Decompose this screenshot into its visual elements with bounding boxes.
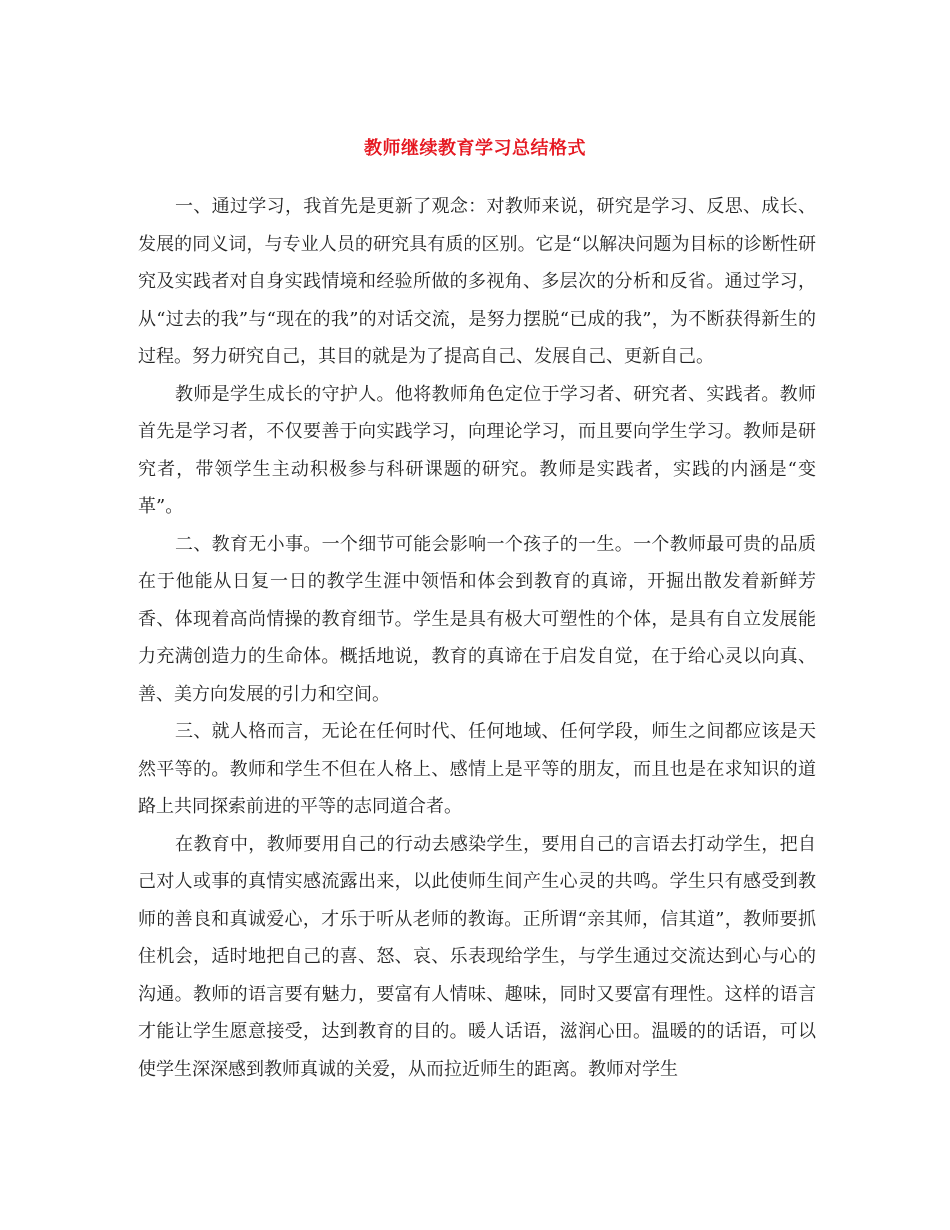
paragraph-3: 二、教育无小事。一个细节可能会影响一个孩子的一生。一个教师最可贵的品质在于他能从日复一日的教学生涯中领悟和体会到教育的真谛，开掘出散发着新鲜芳香、体现着高尚情操的教育细节。学生是具有极大可塑性的个体，是具有自立发展能力充满创造力的生命体。概括地说，教育的真谛在于启发自觉，在于给心灵以向真、善、美方向发展的引力和空间。: [138, 533, 816, 705]
paragraph-1: 一、通过学习，我首先是更新了观念：对教师来说，研究是学习、反思、成长、发展的同义词，与专业人员的研究具有质的区别。它是“以解决问题为目标的诊断性研究及实践者对自身实践情境和经验所做的多视角、多层次的分析和反省。通过学习，从“过去的我”与“现在的我”的对话交流，是努力摆脱“已成的我”，为不断获得新生的过程。努力研究自己，其目的就是为了提高自己、发展自己、更新自己。: [138, 196, 816, 367]
paragraph-2: 教师是学生成长的守护人。他将教师角色定位于学习者、研究者、实践者。教师首先是学习者，不仅要善于向实践学习，向理论学习，而且要向学生学习。教师是研究者，带领学生主动积极参与科研课题的研究。教师是实践者，实践的内涵是“变革”。: [138, 383, 816, 517]
paragraph-5: 在教育中，教师要用自己的行动去感染学生，要用自己的言语去打动学生，把自己对人或事的真情实感流露出来，以此使师生间产生心灵的共鸣。学生只有感受到教师的善良和真诚爱心，才乐于听从老师的教诲。正所谓“亲其师，信其道”，教师要抓住机会，适时地把自己的喜、怒、哀、乐表现给学生，与学生通过交流达到心与心的沟通。教师的语言要有魅力，要富有人情味、趣味，同时又要富有理性。这样的语言才能让学生愿意接受，达到教育的目的。暖人话语，滋润心田。温暖的的话语，可以使学生深深感到教师真诚的关爱，从而拉近师生的距离。教师对学生: [138, 833, 816, 1080]
document-title: 教师继续教育学习总结格式: [364, 138, 586, 160]
paragraph-4: 三、就人格而言，无论在任何时代、任何地域、任何学段，师生之间都应该是天然平等的。教师和学生不但在人格上、感情上是平等的朋友，而且也是在求知识的道路上共同探索前进的平等的志同道合者。: [138, 721, 816, 817]
document-body: [138, 188, 816, 1088]
